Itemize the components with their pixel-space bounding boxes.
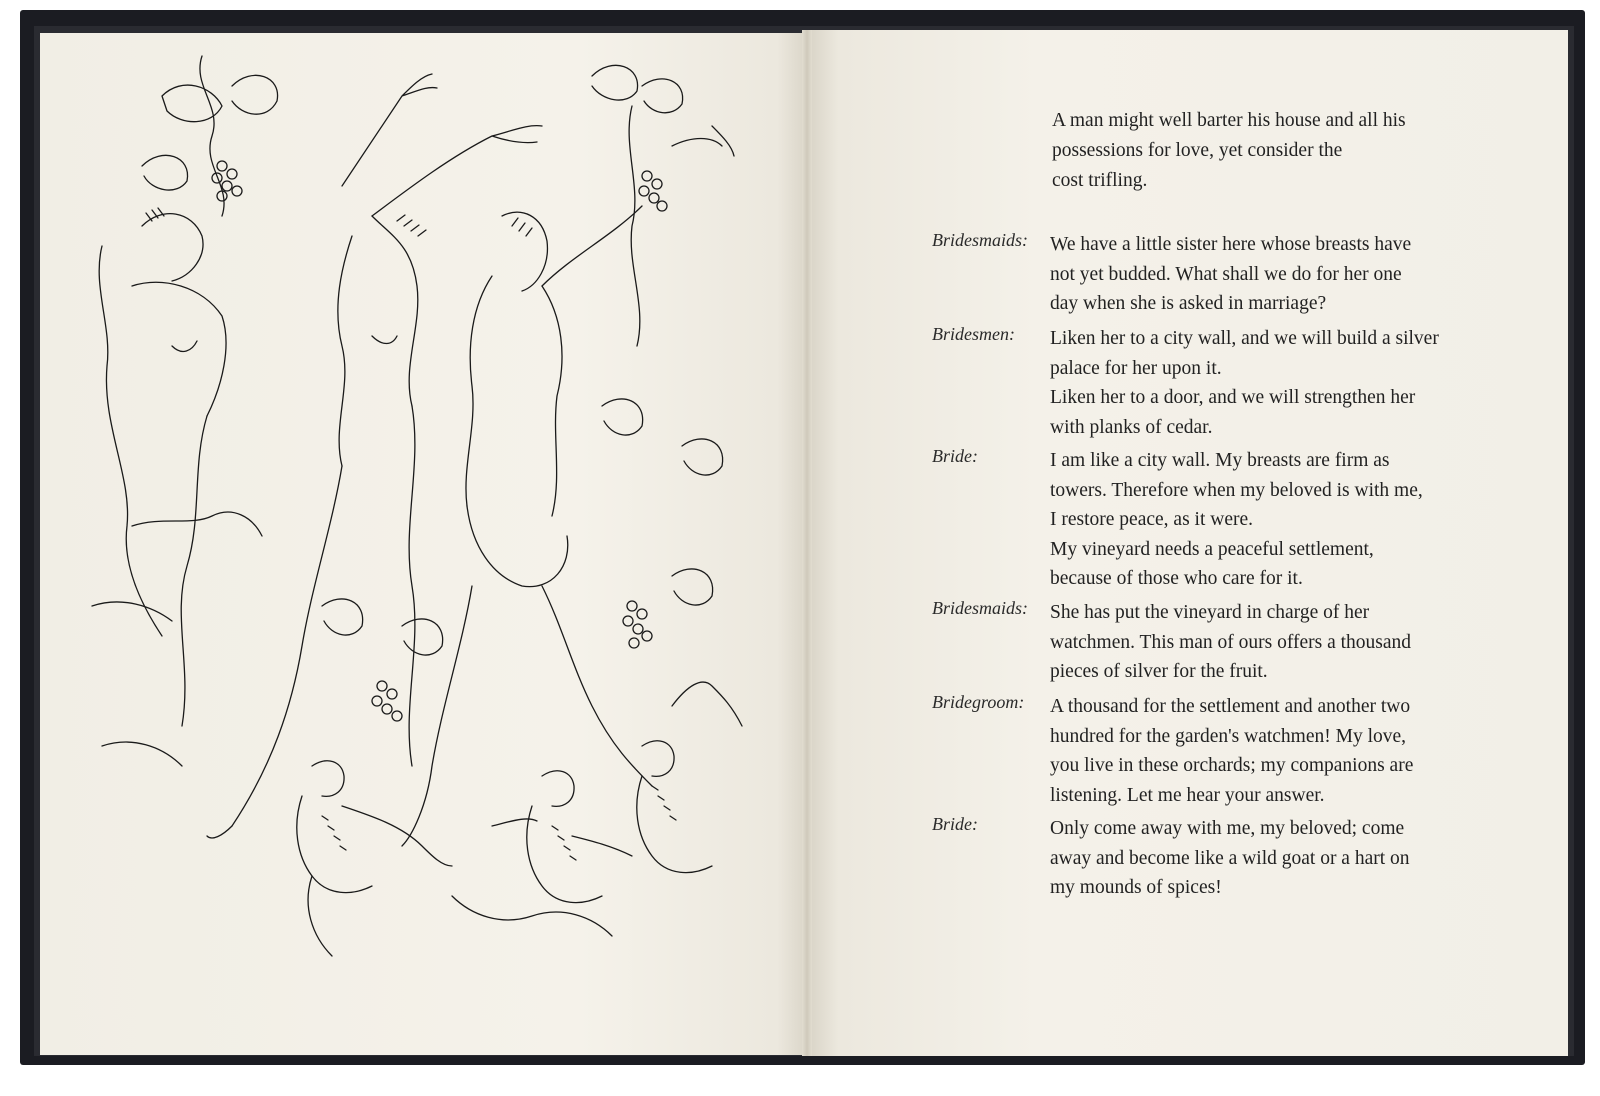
speech-line: We have a little sister here whose breasts have (1050, 234, 1412, 255)
speaker-label: Bride: (932, 446, 978, 466)
speaker-label: Bride: (932, 814, 978, 834)
speech-line: A thousand for the settlement and another two (1050, 696, 1411, 717)
speech-line: I restore peace, as it were. (1050, 509, 1254, 530)
speaker-label: Bridesmaids: (932, 230, 1028, 250)
intro-line: possessions for love, yet consider the (1052, 140, 1343, 161)
speech-line: not yet budded. What shall we do for her one (1050, 263, 1402, 285)
speech-line: Only come away with me, my beloved; come (1050, 818, 1405, 839)
speech-text (1050, 814, 1490, 903)
intro-line: A man might well barter his house and all his (1052, 110, 1406, 131)
speech-text (1050, 598, 1490, 687)
speech-text (1050, 230, 1490, 319)
speech-line: She has put the vineyard in charge of her (1050, 602, 1370, 623)
speaker-label: Bridesmen: (932, 324, 1015, 344)
speech-line: towers. Therefore when my beloved is with me, (1050, 479, 1423, 501)
speech-line: because of those who care for it. (1050, 568, 1303, 589)
intro-line: cost trifling. (1052, 170, 1148, 191)
speech-line: I am like a city wall. My breasts are firm as (1050, 450, 1390, 471)
speech-line: day when she is asked in marriage? (1050, 293, 1327, 314)
speech-line: pieces of silver for the fruit. (1050, 661, 1268, 682)
speech-text (1050, 446, 1490, 594)
speech-line: Liken her to a city wall, and we will build a silver (1050, 328, 1439, 349)
line-drawing-dancers-vines-icon (72, 46, 772, 986)
speech-line: with planks of cedar. (1050, 416, 1213, 438)
speech-line: listening. Let me hear your answer. (1050, 784, 1325, 806)
intro-paragraph (1052, 106, 1492, 196)
speaker-label: Bridesmaids: (932, 598, 1028, 618)
speech-line: you live in these orchards; my companions are (1050, 755, 1414, 776)
speech-line: away and become like a wild goat or a hart on (1050, 847, 1410, 869)
speech-text (1050, 692, 1490, 810)
speech-text (1050, 324, 1490, 442)
speech-line: palace for her upon it. (1050, 357, 1222, 379)
speech-line: My vineyard needs a peaceful settlement, (1050, 538, 1374, 560)
speech-line: watchmen. This man of ours offers a thousand (1050, 631, 1412, 653)
speaker-label: Bridegroom: (932, 692, 1025, 712)
speech-line: Liken her to a door, and we will strengthen her (1050, 387, 1416, 408)
book-gutter (802, 30, 812, 1056)
speech-line: hundred for the garden's watchmen! My love, (1050, 725, 1407, 747)
speech-line: my mounds of spices! (1050, 877, 1222, 898)
